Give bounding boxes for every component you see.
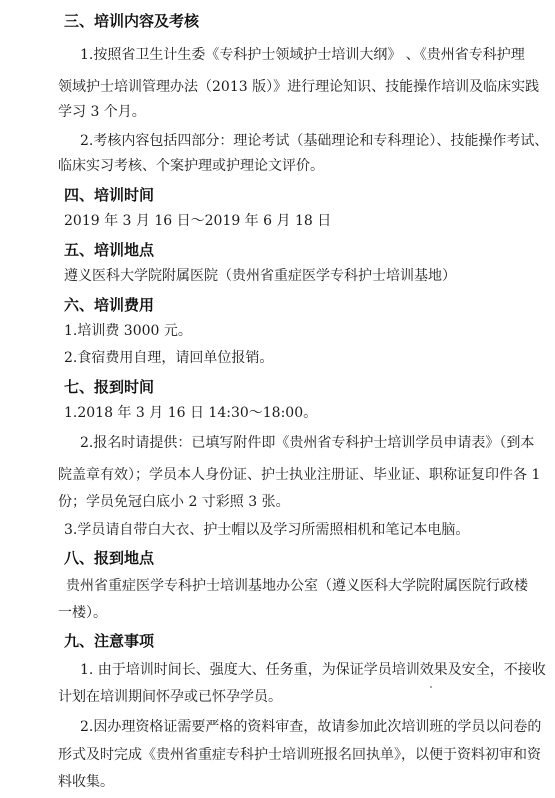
s9-item1-line2: 计划在培训期间怀孕或已怀孕学员。 bbox=[58, 689, 282, 705]
training-period: 2019 年 3 月 16 日～2019 年 6 月 18 日 bbox=[64, 213, 332, 229]
section-4-heading: 四、培训时间 bbox=[64, 186, 155, 204]
s3-item1-line3: 学习 3 个月。 bbox=[58, 104, 146, 120]
s3-item2-line1: 2.考核内容包括四部分：理论考试（基础理论和专科理论）、技能操作考试、 bbox=[80, 133, 549, 149]
section-6-heading: 六、培训费用 bbox=[64, 296, 155, 314]
s7-item2-line2: 院盖章有效）；学员本人身份证、护士执业注册证、毕业证、职称证复印件各 1 bbox=[58, 467, 541, 483]
s9-item2-line2: 形式及时完成《贵州省重症专科护士培训班报名回执单》，以便于资料初审和资 bbox=[58, 747, 541, 763]
s7-item3: 3.学员请自带白大衣、护士帽以及学习所需照相机和笔记本电脑。 bbox=[64, 522, 470, 538]
section-5-heading: 五、培训地点 bbox=[64, 241, 155, 259]
s7-item2-line3: 份；学员免冠白底小 2 寸彩照 3 张。 bbox=[58, 494, 290, 510]
s9-item1-line1: 1. 由于培训时间长、强度大、任务重，为保证学员培训效果及安全，不接收 bbox=[80, 662, 546, 678]
fee-item2: 2.食宿费用自理，请回单位报销。 bbox=[64, 350, 274, 366]
section-3-heading: 三、培训内容及考核 bbox=[64, 12, 200, 30]
fee-item1: 1.培训费 3000 元。 bbox=[64, 323, 192, 339]
s3-item1-line2: 领域护士培训管理办法（2013 版）》进行理论知识、技能操作培训及临床实践 bbox=[58, 79, 540, 95]
training-location: 遵义医科大学院附属医院（贵州省重症医学专科护士培训基地） bbox=[64, 268, 456, 284]
s9-item2-line1: 2.因办理资格证需要严格的资料审查，故请参加此次培训班的学员以问卷的 bbox=[80, 719, 542, 735]
scan-speck bbox=[430, 686, 432, 688]
section-9-heading: 九、注意事项 bbox=[64, 632, 155, 650]
s9-item2-line3: 料收集。 bbox=[58, 774, 114, 790]
s3-item2-line2: 临床实习考核、个案护理或护理论文评价。 bbox=[58, 158, 324, 174]
s8-line2: 一楼）。 bbox=[58, 605, 107, 621]
s8-line1: 贵州省重症医学专科护士培训基地办公室（遵义医科大学院附属医院行政楼 bbox=[66, 578, 528, 594]
s7-item1: 1.2018 年 3 月 16 日 14:30～18:00。 bbox=[64, 405, 318, 421]
s3-item1-line1: 1.按照省卫生计生委《专科护士领域护士培训大纲》 、《贵州省专科护理 bbox=[80, 47, 525, 63]
section-7-heading: 七、报到时间 bbox=[64, 378, 155, 396]
section-8-heading: 八、报到地点 bbox=[64, 549, 155, 567]
s7-item2-line1: 2.报名时请提供：已填写附件即《贵州省专科护士培训学员申请表》（到本 bbox=[80, 435, 535, 451]
